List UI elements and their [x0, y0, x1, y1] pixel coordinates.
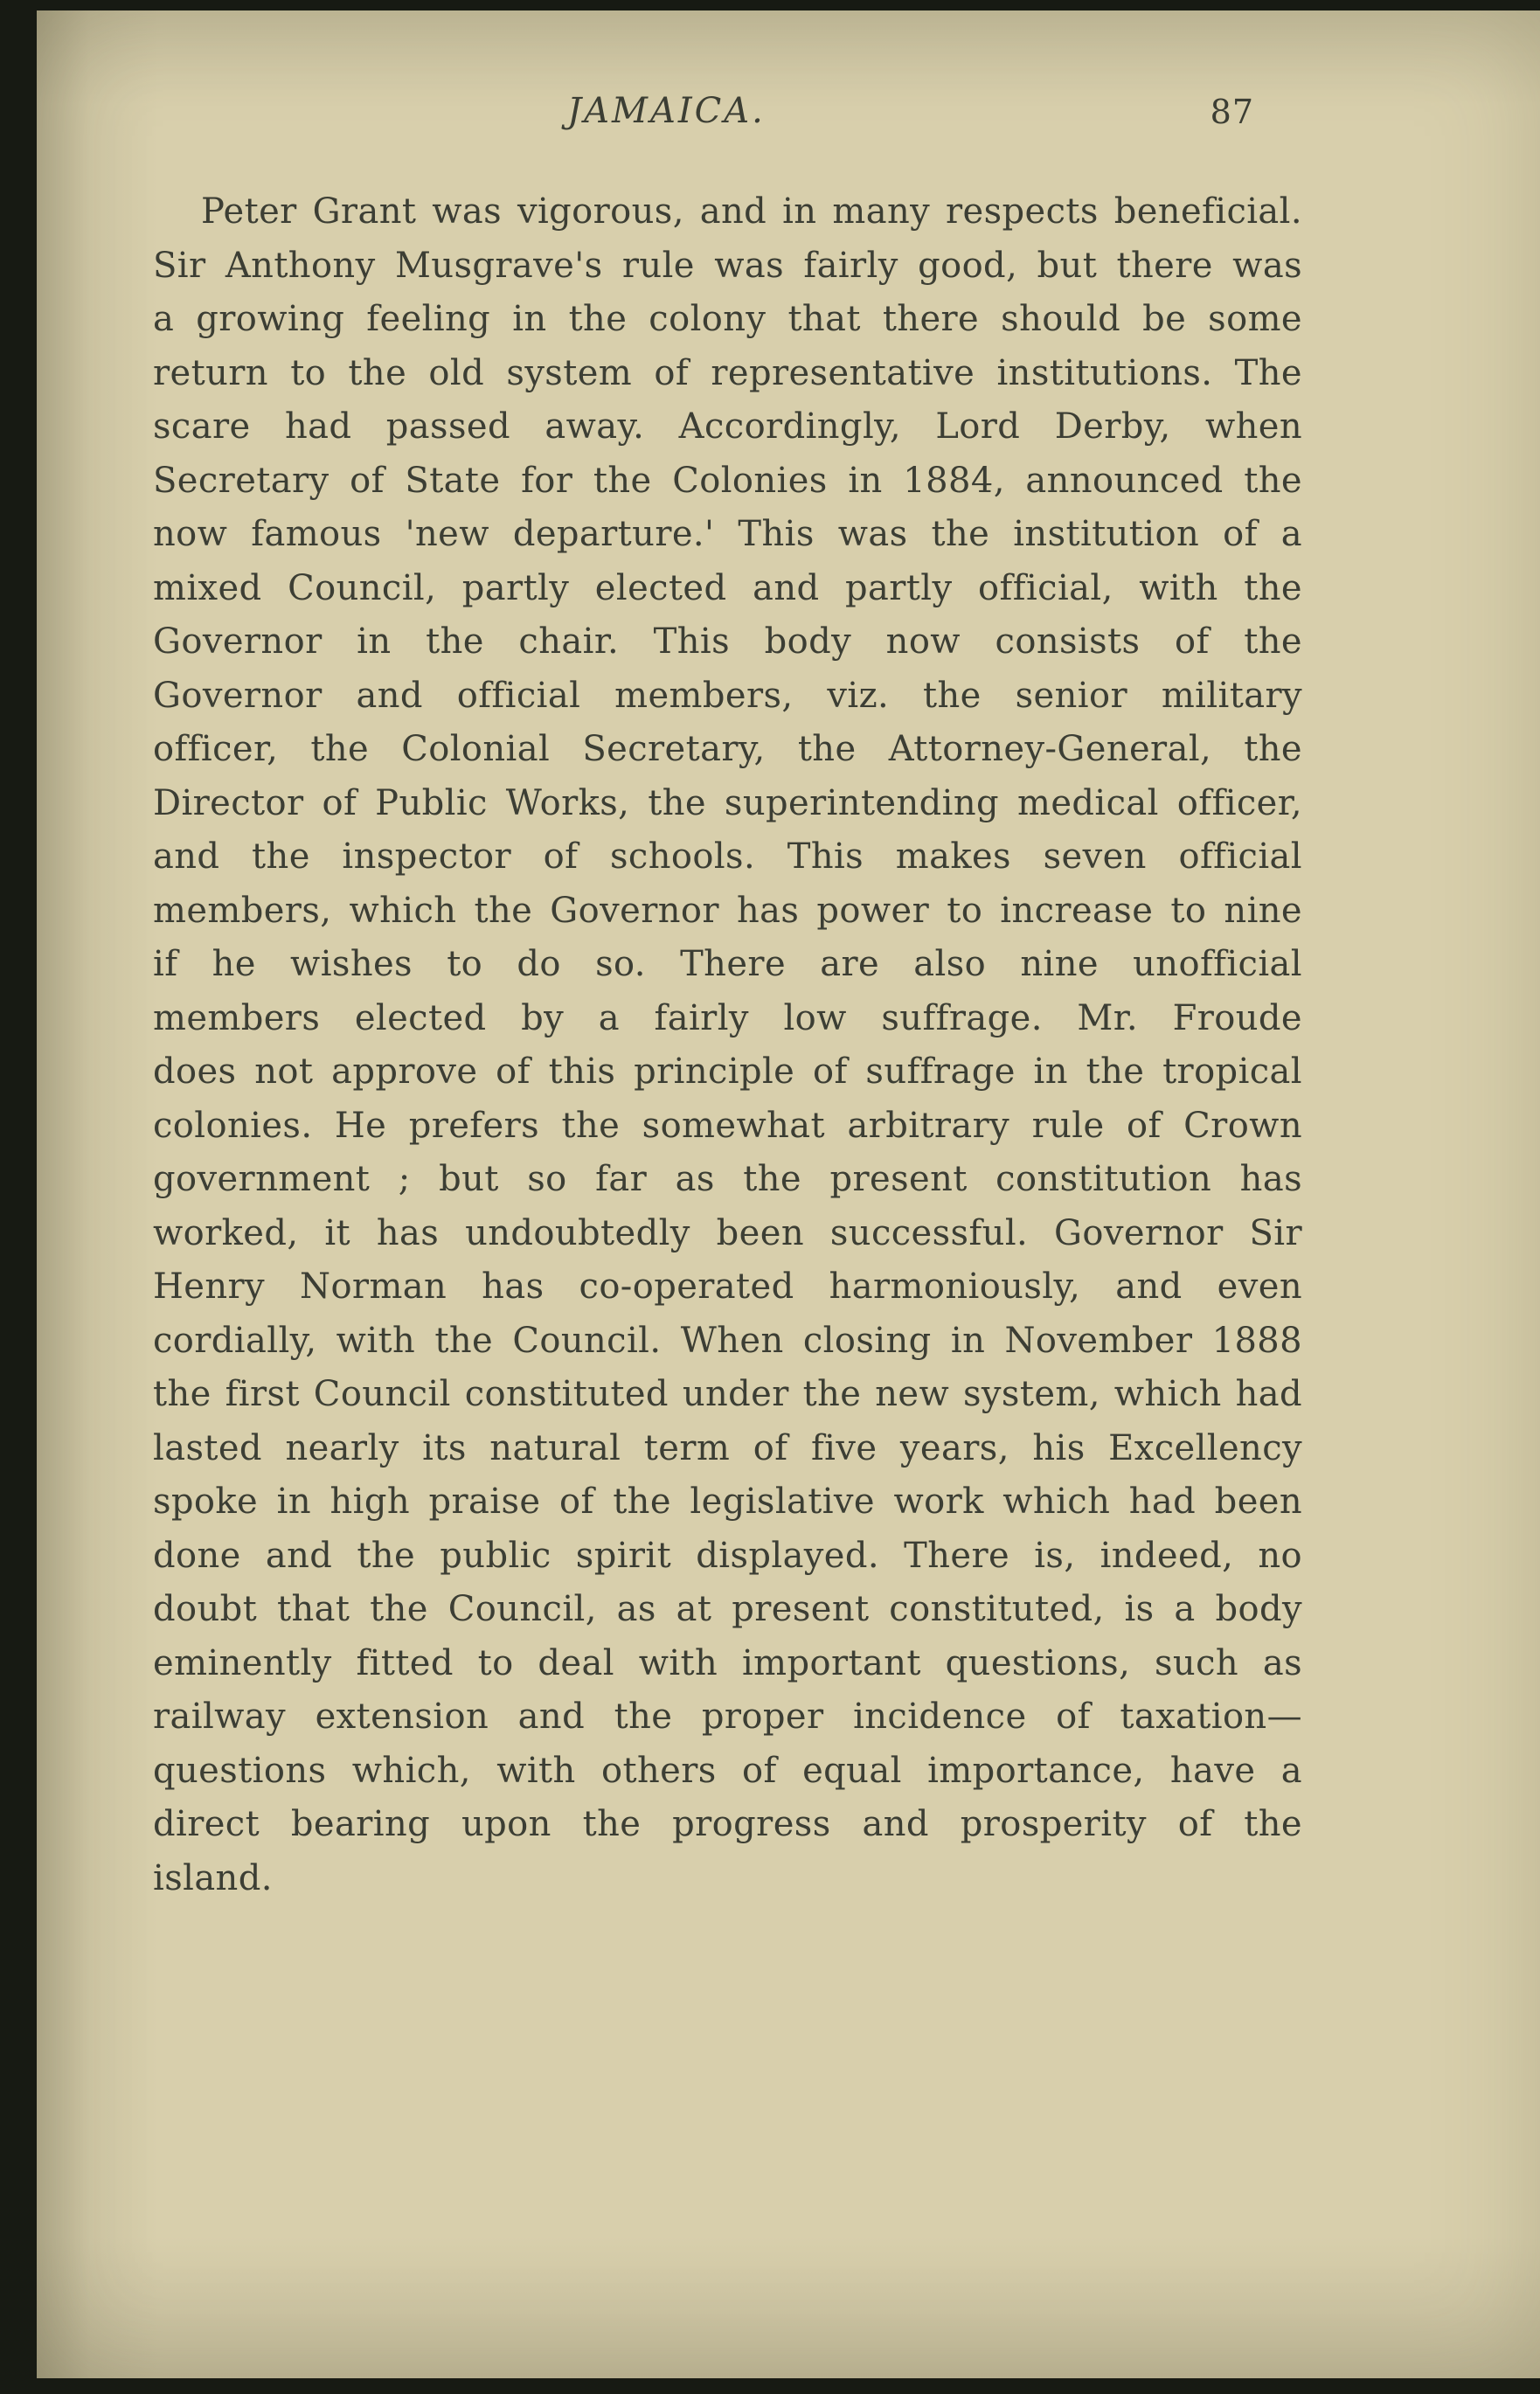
text-line: Secretary of State for the Colonies in 1884, announced the [153, 460, 1302, 501]
text-line: lasted nearly its natural term of five years, his Excellency [153, 1427, 1302, 1468]
text-line: railway extension and the proper incidence of taxation— [153, 1697, 1302, 1737]
text-line: worked, it has undoubtedly been successful. Governor Sir [153, 1212, 1302, 1253]
text-line: Sir Anthony Musgrave's rule was fairly good, but there was [153, 245, 1302, 286]
text-line: done and the public spirit displayed. There is, indeed, no [153, 1535, 1302, 1576]
text-line: now famous 'new departure.' This was the institution of a [153, 514, 1302, 554]
text-line: mixed Council, partly elected and partly official, with the [153, 567, 1302, 608]
running-title: JAMAICA. [567, 91, 766, 131]
text-line: officer, the Colonial Secretary, the Attorney-General, the [153, 729, 1302, 769]
text-line: Governor and official members, viz. the senior military [153, 675, 1302, 716]
text-line: island. [153, 1857, 273, 1898]
text-line: colonies. He prefers the somewhat arbitrary rule of Crown [153, 1105, 1302, 1146]
text-line: questions which, with others of equal importance, have a [153, 1750, 1302, 1791]
text-line: members, which the Governor has power to increase to nine [153, 890, 1302, 931]
page-number: 87 [1210, 93, 1254, 131]
text-column [153, 10, 1302, 1905]
body-paragraph [153, 185, 1302, 1905]
text-line: does not approve of this principle of suffrage in the tropical [153, 1051, 1302, 1092]
text-line: return to the old system of representative institutions. The [153, 352, 1302, 393]
text-line: direct bearing upon the progress and prosperity of the [153, 1804, 1302, 1844]
text-line: scare had passed away. Accordingly, Lord Derby, when [153, 406, 1302, 447]
text-line: doubt that the Council, as at present constituted, is a body [153, 1589, 1302, 1629]
text-line: Director of Public Works, the superintending medical officer, [153, 782, 1302, 823]
text-line: and the inspector of schools. This makes seven official [153, 836, 1302, 877]
text-line: spoke in high praise of the legislative work which had been [153, 1482, 1302, 1522]
text-line: if he wishes to do so. There are also nine unofficial [153, 944, 1302, 984]
text-line: Peter Grant was vigorous, and in many respects beneficial. [201, 191, 1302, 232]
text-line: government ; but so far as the present constitution has [153, 1159, 1302, 1199]
text-line: the first Council constituted under the new system, which had [153, 1374, 1302, 1414]
text-line: members elected by a fairly low suffrage. Mr. Froude [153, 997, 1302, 1038]
text-line: a growing feeling in the colony that there should be some [153, 299, 1302, 339]
paper-page [37, 10, 1540, 2378]
text-line: cordially, with the Council. When closing in November 1888 [153, 1320, 1302, 1361]
text-line: eminently fitted to deal with important questions, such as [153, 1642, 1302, 1683]
running-header [153, 91, 1302, 143]
text-line: Governor in the chair. This body now consists of the [153, 621, 1302, 662]
text-line: Henry Norman has co-operated harmoniously, and even [153, 1266, 1302, 1307]
